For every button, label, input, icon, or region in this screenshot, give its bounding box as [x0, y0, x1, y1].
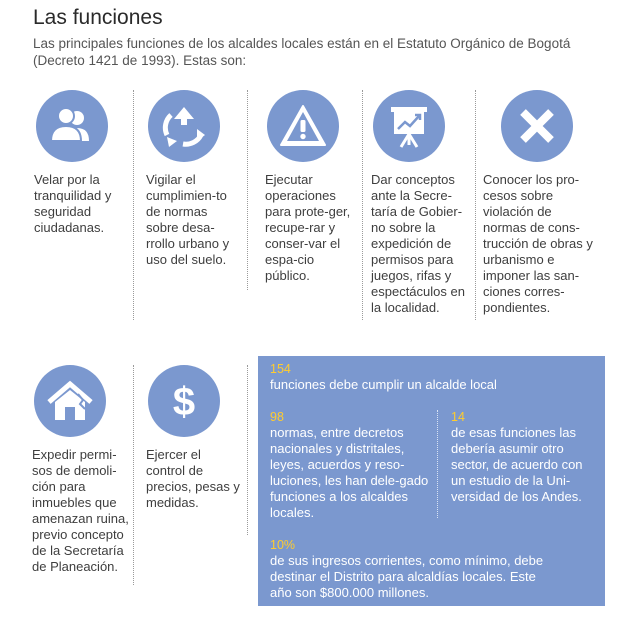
recycle-icon — [148, 90, 220, 162]
broken-house-icon — [34, 365, 106, 437]
stat-number: 10% — [270, 538, 296, 552]
function-item — [371, 90, 471, 316]
function-text: Expedir permi-sos de demoli-ción para inmuebles que amenazan ruina, previo concepto de la Secretaría de Planeación. — [32, 447, 129, 574]
function-text: Dar conceptos ante la Secre-taría de Gobier-no sobre la expedición de permisos para juegos, rifas y espectáculos en la localidad. — [371, 172, 465, 315]
stats-box — [258, 356, 605, 606]
stat-number: 98 — [270, 410, 284, 424]
function-item — [265, 90, 355, 284]
stat-number: 14 — [451, 410, 465, 424]
column-divider — [247, 365, 248, 535]
svg-text:$: $ — [172, 380, 196, 424]
stat-budget — [270, 538, 550, 601]
function-item — [146, 365, 240, 511]
stat-text: de sus ingresos corrientes, como mínimo, debe destinar el Distrito para alcaldías locales. Este año son $800.000 millones. — [270, 553, 544, 600]
users-icon — [36, 90, 108, 162]
warning-icon — [267, 90, 339, 162]
stat-text: funciones debe cumplir un alcalde local — [270, 377, 497, 392]
column-divider — [133, 365, 134, 585]
function-item — [483, 90, 595, 316]
presentation-icon — [373, 90, 445, 162]
function-item — [34, 90, 130, 236]
function-text: Velar por la tranquilidad y seguridad ciudadanas. — [34, 172, 112, 235]
stat-text: normas, entre decretos nacionales y distritales, leyes, acuerdos y reso-luciones, les han dele-gado funciones a los alcaldes locales. — [270, 425, 429, 520]
page-title: Las funciones — [33, 6, 163, 29]
stat-norms — [270, 410, 430, 521]
column-divider — [475, 90, 476, 320]
function-item — [146, 90, 240, 268]
function-item — [32, 365, 132, 575]
function-text: Ejecutar operaciones para prote-ger, recupe-rar y conser-var el espa-cio público. — [265, 172, 351, 283]
stat-total — [270, 362, 595, 393]
stat-number: 154 — [270, 362, 291, 376]
function-text: Ejercer el control de precios, pesas y medidas. — [146, 447, 240, 510]
column-divider — [362, 90, 363, 320]
function-text: Vigilar el cumplimien-to de normas sobre desa-rrollo urbano y uso del suelo. — [146, 172, 230, 267]
stat-transfer — [451, 410, 599, 505]
function-text: Conocer los pro-cesos sobre violación de normas de cons-trucción de obras y urbanismo e imponer las san-ciones corres-pondientes. — [483, 172, 593, 315]
cross-icon — [501, 90, 573, 162]
stats-divider — [437, 410, 438, 518]
intro-text: Las principales funciones de los alcaldes locales están en el Estatuto Orgánico de Bogotá (Decreto 1421 de 1993). Estas son: — [33, 36, 571, 68]
column-divider — [247, 90, 248, 290]
column-divider — [133, 90, 134, 320]
stat-text: de esas funciones las debería asumir otro sector, de acuerdo con un estudio de la Uni-versidad de los Andes. — [451, 425, 583, 504]
dollar-icon — [148, 365, 220, 437]
